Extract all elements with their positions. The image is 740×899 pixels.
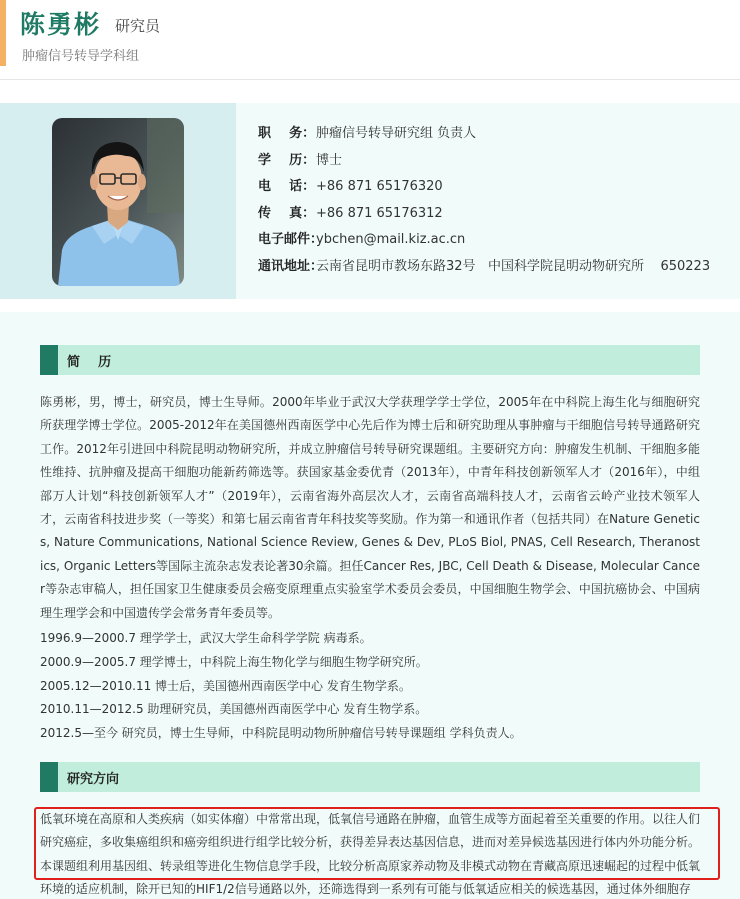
info-label: 电 话： <box>258 179 316 194</box>
profile-card <box>0 103 740 299</box>
section-header-research <box>40 762 700 792</box>
info-value: +86 871 65176320 <box>316 179 443 194</box>
info-row-position <box>258 121 710 148</box>
info-row-fax <box>258 201 710 228</box>
info-value: +86 871 65176312 <box>316 205 443 221</box>
section-title: 简 历 <box>67 355 112 370</box>
info-value: 云南省昆明市教场东路32号 中国科学院昆明动物研究所 650223 <box>316 258 711 274</box>
bio-paragraph: 陈勇彬，男，博士，研究员，博士生导师。2000年毕业于武汉大学获理学学士学位，2005年在中科院上海生化与细胞研究所获理学博士学位。2005-2012年在美国德州西南医学中心先后作为博士后和研究助理从事肿瘤与干细胞信号转导通路研究工作。2012年引进回中科院昆明动物研究所，并成立肿瘤信号转导研究课题组。主要研究方向：肿瘤发生机制、干细胞多能性维持、抗肿瘤及提高干细胞功能新药筛选等。获国家基金委优青（2013年），中青年科技创新领军人才（2016年），中组部万人计划“科技创新领军人才”（2019年），云南省海外高层次人才，云南省高端科技人才，云南省云岭产业技术领军人才，云南省科技进步奖（一等奖）和第七届云南省青年科技奖等奖励。作为第一和通讯作者（包括共同）在Nature Genetics, Nature Communications, National Science Review, Genes & Dev, PLoS Biol, PNAS, Cell Research, Theranostics, Organic Letters等国际主流杂志发表论著30余篇。担任Cancer Res, JBC, Cell Death & Disease, Molecular Cancer等杂志审稿人，担任国家卫生健康委员会癌变原理重点实验室学术委员会委员，中国细胞生物学会、中国抗癌协会、中国病理生理学会和中国遗传学会常务青年委员等。 <box>40 395 700 620</box>
photo-panel <box>0 103 236 299</box>
info-label: 电子邮件： <box>258 232 324 247</box>
highlight-box <box>34 807 720 880</box>
info-row-phone <box>258 174 710 201</box>
page-header <box>0 0 740 80</box>
info-row-address <box>258 254 710 281</box>
info-row-email <box>258 227 710 254</box>
timeline-item: 2012.5—至今 研究员，博士生导师，中科院昆明动物所肿瘤信号转导课题组 学科负责人。 <box>40 726 522 740</box>
contact-info <box>258 121 710 280</box>
header-accent-bar <box>0 0 6 66</box>
section-marker <box>40 345 58 375</box>
email-link[interactable]: ybchen@mail.kiz.ac.cn <box>316 232 466 247</box>
timeline-item: 2010.11—2012.5 助理研究员，美国德州西南医学中心 发育生物学系。 <box>40 702 428 716</box>
section-marker <box>40 762 58 792</box>
info-label: 职 务： <box>258 126 316 141</box>
info-label: 传 真： <box>258 205 316 221</box>
researcher-name: 陈勇彬 <box>20 10 102 39</box>
info-row-degree <box>258 148 710 175</box>
section-header-bio <box>40 345 700 375</box>
researcher-title: 研究员 <box>115 17 161 35</box>
timeline-item: 1996.9—2000.7 理学学士，武汉大学生命科学学院 病毒系。 <box>40 631 372 645</box>
research-paragraph: 低氧环境在高原和人类疾病（如实体瘤）中常常出现，低氧信号通路在肿瘤，血管生成等方面起着至关重要的作用。以往人们研究癌症，多收集癌组织和癌旁组织进行组学比较分析，获得差异表达基因信息，进而对差异候选基因进行体内外功能分析。本课题组利用基因组、转录组等进化生物信息学手段，比较分析高原家养动物及非模式动物在青藏高原迅速崛起的过程中低氧环境的适应机制，除开已知的HIF1/2信号通路以外，还筛选得到一系列有可能与低氧适应相关的候选基因，通过体外细胞存 <box>40 812 701 897</box>
info-label: 学 历： <box>258 152 316 168</box>
timeline-item: 2005.12—2010.11 博士后，美国德州西南医学中心 发育生物学系。 <box>40 679 411 693</box>
research-group: 肿瘤信号转导学科组 <box>22 49 140 64</box>
info-label: 通讯地址： <box>258 258 324 274</box>
info-value: 肿瘤信号转导研究组 负责人 <box>316 126 477 141</box>
timeline-item: 2000.9—2005.7 理学博士，中科院上海生物化学与细胞生物学研究所。 <box>40 655 428 669</box>
main-content <box>0 312 740 899</box>
section-title: 研究方向 <box>67 772 120 787</box>
info-value: 博士 <box>316 152 343 168</box>
profile-photo <box>52 118 184 286</box>
